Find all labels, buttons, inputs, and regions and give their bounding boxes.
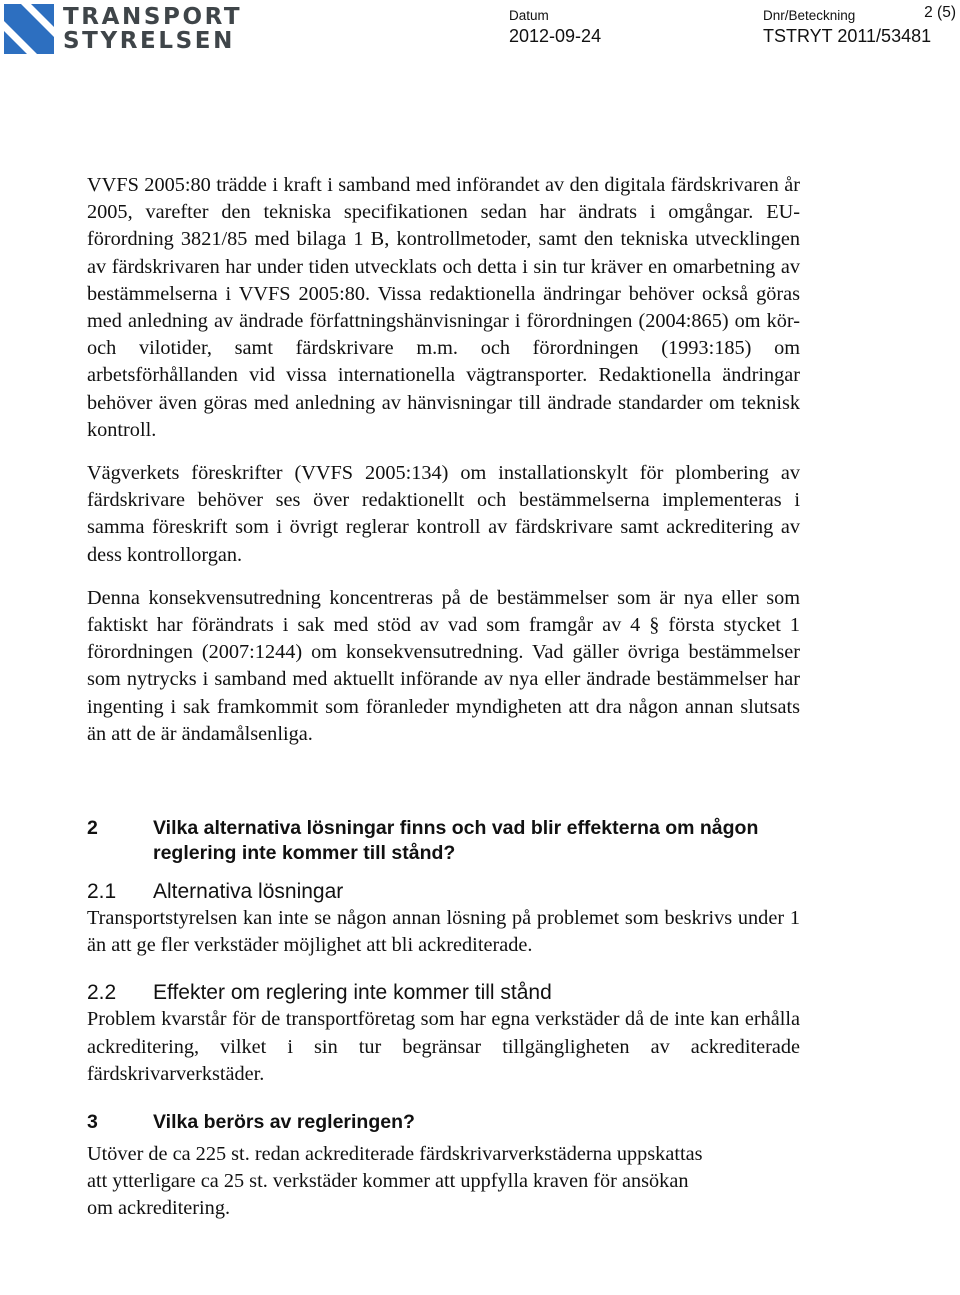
logo-mark-icon [4,4,54,54]
section-3-heading [87,1110,800,1135]
section-2-title: Vilka alternativa lösningar finns och vad blir effekterna om någon reglering inte kommer till stånd? [153,817,759,865]
section-3-number: 3 [87,1111,98,1134]
logo-line-2: STYRELSEN [63,28,235,54]
date-block [509,8,601,48]
transportstyrelsen-logo [4,4,242,54]
section-2-2-heading [87,979,800,1006]
reference-value: TSTRYT 2011/53481 [763,26,932,46]
document-body [87,172,800,1223]
date-label: Datum [509,8,549,23]
section-2-heading [87,816,800,866]
section-3-text-line-1: Utöver de ca 225 st. redan ackrediterade färdskrivarverkstäderna uppskattas [87,1143,703,1166]
section-2-1-heading [87,878,800,905]
reference-block [763,8,931,48]
section-2-1-number: 2.1 [87,880,117,904]
page-number: 2 (5) [924,4,956,21]
section-2-number: 2 [87,817,98,840]
paragraph-vvfs-2005-134: Vägverkets föreskrifter (VVFS 2005:134) om installationskylt för plombering av färdskrivare behöver ses över redaktionellt och bestämmelserna implementeras i samma föreskrift som i övrigt reglerar kontroll av färdskrivare samt ackreditering av dess kontrollorgan. [87,462,800,566]
section-2-1-text: Transportstyrelsen kan inte se någon annan lösning på problemet som beskrivs under 1 än att ge fler verkstäder möjlighet att bli ackrediterade. [87,907,800,957]
paragraph-konsekvensutredning: Denna konsekvensutredning koncentreras på de bestämmelser som är nya eller som faktiskt har förändrats i sak med stöd av vad som framgår av 4 § första stycket 1 förordningen (2007:1244) om konsekvensutredning. Vad gäller övriga bestämmelser som nytrycks i samband med aktuellt införande av nya eller ändrade bestämmelser har ingenting i sak framkommit som föranleder myndigheten att dra någon annan slutsats än att de är ändamålsenliga. [87,586,800,745]
reference-label: Dnr/Beteckning [763,8,856,23]
date-value: 2012-09-24 [509,26,602,46]
section-3-text [87,1141,800,1223]
section-3-text-line-3: om ackreditering. [87,1197,231,1220]
section-2-2-title: Effekter om reglering inte kommer till stånd [153,981,552,1005]
paragraph-vvfs-2005-80: VVFS 2005:80 trädde i kraft i samband med införandet av den digitala färdskrivaren år 2005, varefter den tekniska specifikationen sedan har ändrats i omgångar. EU-förordning 3821/85 med bilaga 1 B, kontrollmetoder, samt den tekniska utvecklingen av färdskrivaren har under tiden utvecklats och detta i sin tur kräver en omarbetning av bestämmelserna i VVFS 2005:80. Vissa redaktionella ändringar behöver också göras med anledning av ändrade författningshänvisningar i förordningen (2004:865) om kör- och vilotider, samt färdskrivare m.m. och förordningen (1993:185) om arbetsförhållanden vid vissa internationella vägtransporter. Redaktionella ändringar behöver även göras med anledning av hänvisningar till ändrade standarder om teknisk kontroll. [87,174,800,441]
section-2-2-text: Problem kvarstår för de transportföretag som har egna verkstäder då de inte kan erhålla ackreditering, vilket i sin tur begränsar tillgängligheten av ackrediterade färdskrivarverkstäder. [87,1008,800,1085]
logo-wordmark [63,5,242,53]
logo-line-1: TRANSPORT [63,4,243,30]
section-2-1-title: Alternativa lösningar [153,880,344,904]
section-3-text-line-2: att ytterligare ca 25 st. verkstäder kommer att uppfylla kraven för ansökan [87,1170,689,1193]
section-2-2-number: 2.2 [87,981,117,1005]
section-3-title: Vilka berörs av regleringen? [153,1111,415,1134]
